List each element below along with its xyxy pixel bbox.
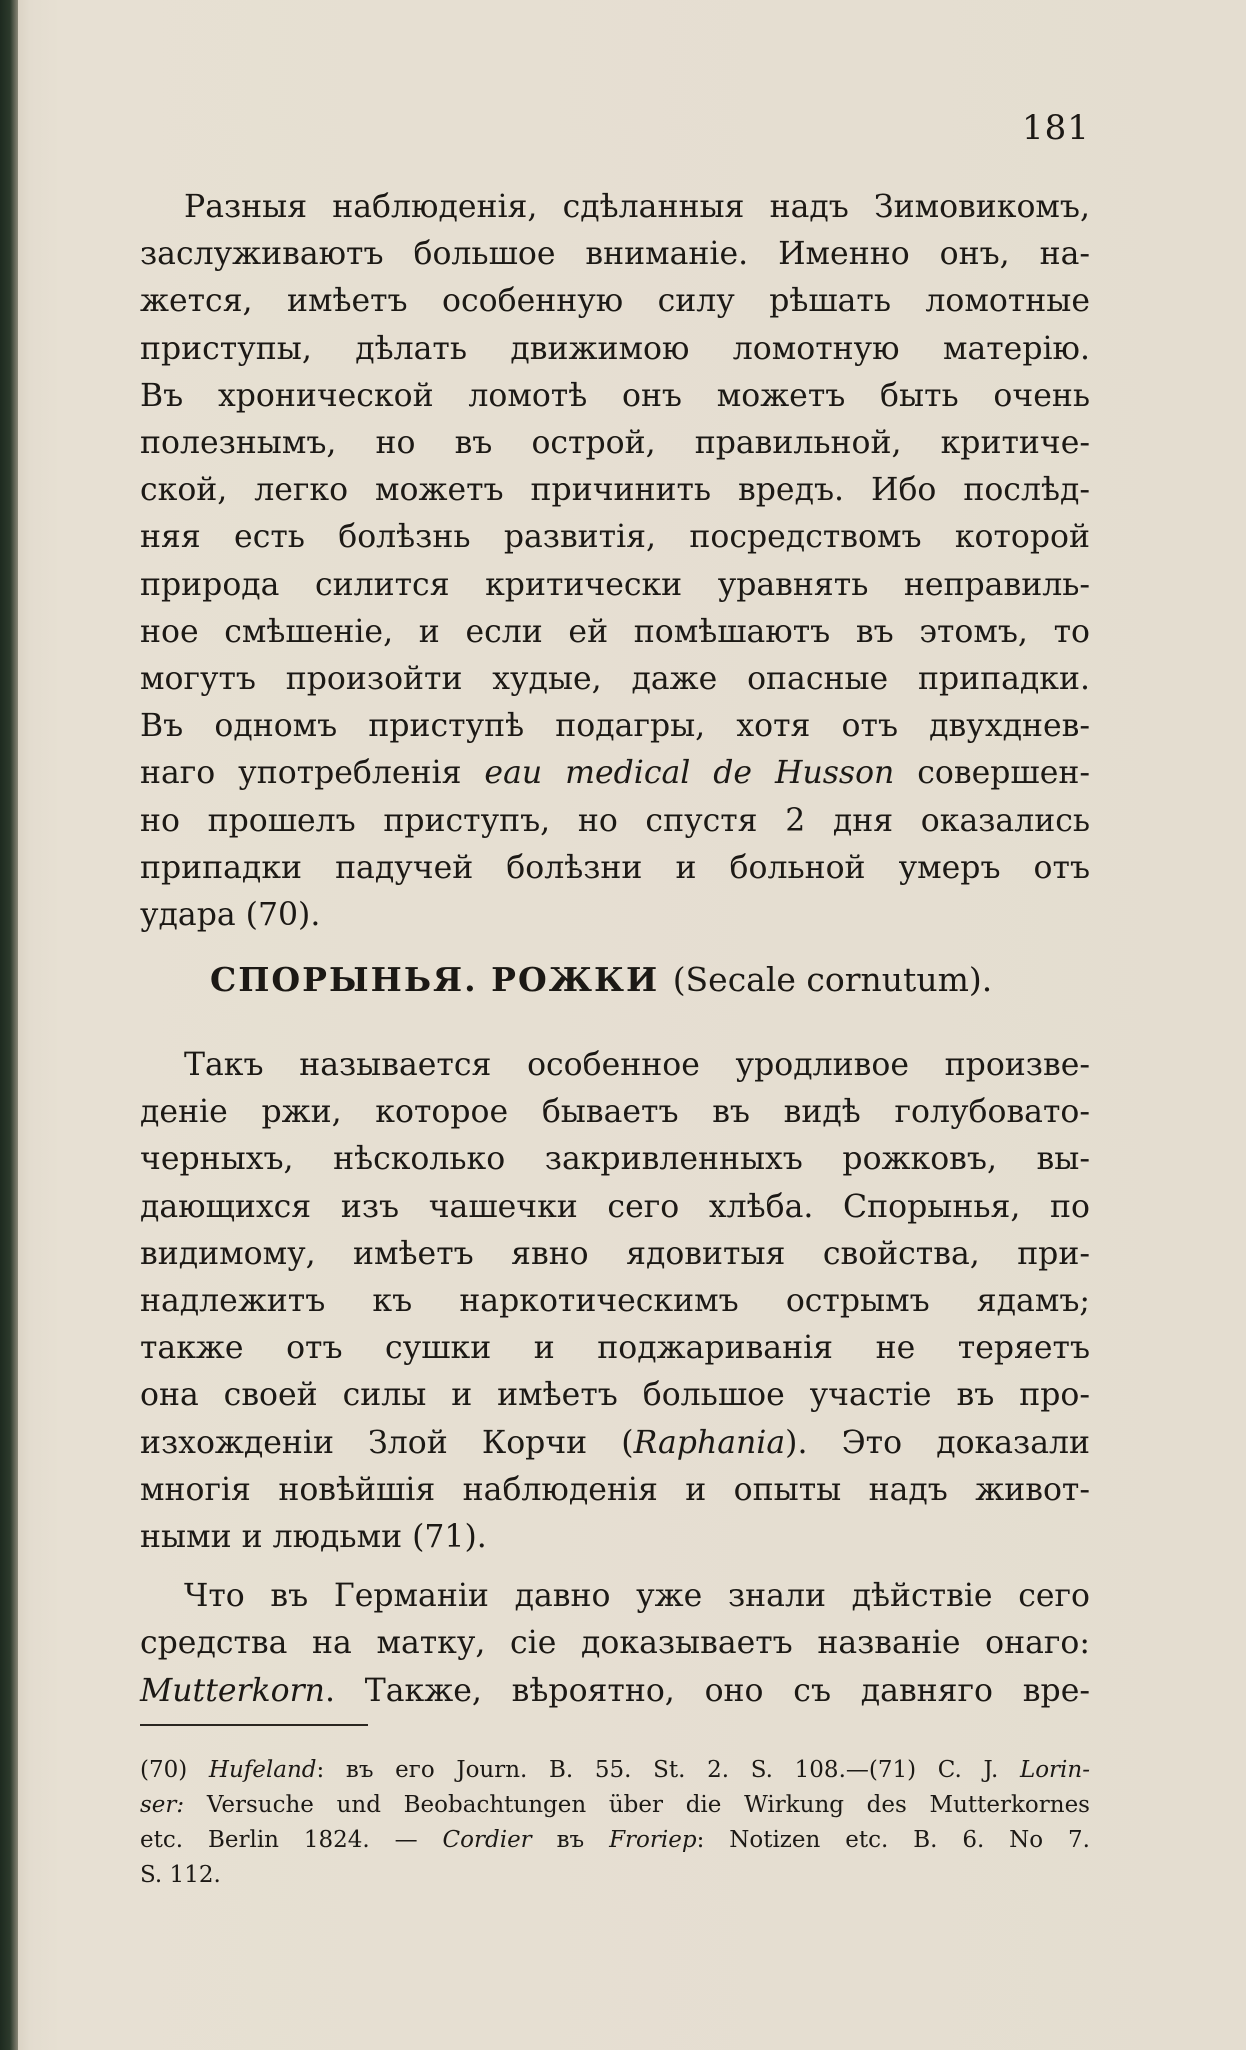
text-line — [140, 1420, 1090, 1467]
text-line — [140, 750, 1090, 797]
paragraph-zimovik — [140, 184, 1090, 939]
heading-latin-name: (Secale cornutum). — [672, 960, 993, 999]
text-line: приступы, дѣлать движимою ломотную матерію. — [140, 330, 1090, 367]
text-line: но прошелъ приступъ, но спустя 2 дня оказались — [140, 802, 1090, 839]
text-line: дающихся изъ чашечки сего хлѣба. Спорынья, по — [140, 1188, 1090, 1225]
text-run: наго употребленія — [140, 755, 485, 792]
footnotes — [140, 1753, 1090, 1893]
text-line: удара (70). — [140, 897, 321, 934]
text-run: etc. Berlin 1824. — — [140, 1827, 443, 1853]
text-line: видимому, имѣетъ явно ядовитыя свойства, при- — [140, 1235, 1090, 1272]
footnote-separator — [140, 1724, 368, 1726]
book-binding-edge — [0, 0, 18, 2050]
text-line: средства на матку, сіе доказываетъ названіе онаго: — [140, 1625, 1090, 1662]
heading-title: СПОРЫНЬЯ. РОЖКИ — [210, 960, 660, 999]
footnote-author: Hufeland — [208, 1757, 317, 1783]
text-line: также отъ сушки и поджариванія не теряетъ — [140, 1330, 1090, 1367]
footnote-author: Froriep — [609, 1827, 697, 1853]
section-heading — [210, 960, 1060, 999]
footnote-author: Lorin- — [1019, 1757, 1090, 1783]
text-line: она своей силы и имѣетъ большое участіе въ про- — [140, 1377, 1090, 1414]
text-line: ными и людьми (71). — [140, 1519, 487, 1556]
text-line: Въ одномъ приступѣ подагры, хотя отъ двухднев- — [140, 708, 1090, 745]
text-line: ное смѣшеніе, и если ей помѣшаютъ въ этомъ, то — [140, 613, 1090, 650]
text-run: въ — [531, 1827, 610, 1853]
text-line: могутъ произойти худые, даже опасные припадки. — [140, 661, 1090, 698]
italic-term-eau-medical: eau medical de Husson — [484, 755, 895, 792]
text-run: : Notizen etc. B. 6. No 7. — [696, 1827, 1090, 1853]
footnote-line — [140, 1823, 1090, 1858]
text-line: Разныя наблюденія, сдѣланныя надъ Зимовикомъ, — [184, 189, 1090, 225]
footnote-line: S. 112. — [140, 1862, 221, 1888]
page-number: 181 — [1022, 108, 1090, 148]
paragraph-sporynya — [140, 1042, 1090, 1715]
text-run: ). Это доказали — [785, 1424, 1090, 1461]
text-run: . Также, вѣроятно, оно съ давняго вре- — [324, 1672, 1090, 1709]
italic-term-raphania: Raphania — [633, 1424, 786, 1461]
text-line: Что въ Германіи давно уже знали дѣйствіе сего — [184, 1578, 1090, 1615]
text-line: надлежитъ къ наркотическимъ острымъ ядамъ; — [140, 1283, 1090, 1320]
text-line: многія новѣйшія наблюденія и опыты надъ живот- — [140, 1471, 1090, 1508]
text-run: : въ его Journ. B. 55. St. 2. S. 108.—(71) C. J. — [316, 1757, 1020, 1783]
italic-term-mutterkorn: Mutterkorn — [140, 1672, 325, 1709]
text-line: жется, имѣетъ особенную силу рѣшать ломотные — [140, 283, 1090, 320]
footnote-author: Cordier — [442, 1827, 532, 1853]
text-line: Такъ называется особенное уродливое произве- — [184, 1047, 1090, 1083]
text-line: няя есть болѣзнь развитія, посредствомъ которой — [140, 519, 1090, 556]
text-line — [140, 1668, 1090, 1715]
footnote-author: ser: — [140, 1792, 185, 1818]
footnote-line — [140, 1788, 1090, 1823]
text-run: совершен- — [894, 755, 1090, 792]
text-run: (70) — [140, 1757, 209, 1783]
footnote-line — [140, 1753, 1090, 1788]
text-line: природа силится критически уравнять неправиль- — [140, 566, 1090, 603]
text-line: черныхъ, нѣсколько закривленныхъ рожковъ, вы- — [140, 1141, 1090, 1178]
text-line: ской, легко можетъ причинить вредъ. Ибо послѣд- — [140, 472, 1090, 509]
text-run: изхожденіи Злой Корчи ( — [140, 1424, 634, 1461]
text-line: Въ хронической ломотѣ онъ можетъ быть очень — [140, 377, 1090, 414]
text-line: деніе ржи, которое бываетъ въ видѣ голубовато- — [140, 1094, 1090, 1131]
text-line: припадки падучей болѣзни и больной умеръ отъ — [140, 849, 1090, 886]
text-line: заслуживаютъ большое вниманіе. Именно онъ, на- — [140, 236, 1090, 273]
text-run: Versuche und Beobachtungen über die Wirkung des Mutterkornes — [184, 1792, 1090, 1818]
text-line: полезнымъ, но въ острой, правильной, критиче- — [140, 425, 1090, 462]
